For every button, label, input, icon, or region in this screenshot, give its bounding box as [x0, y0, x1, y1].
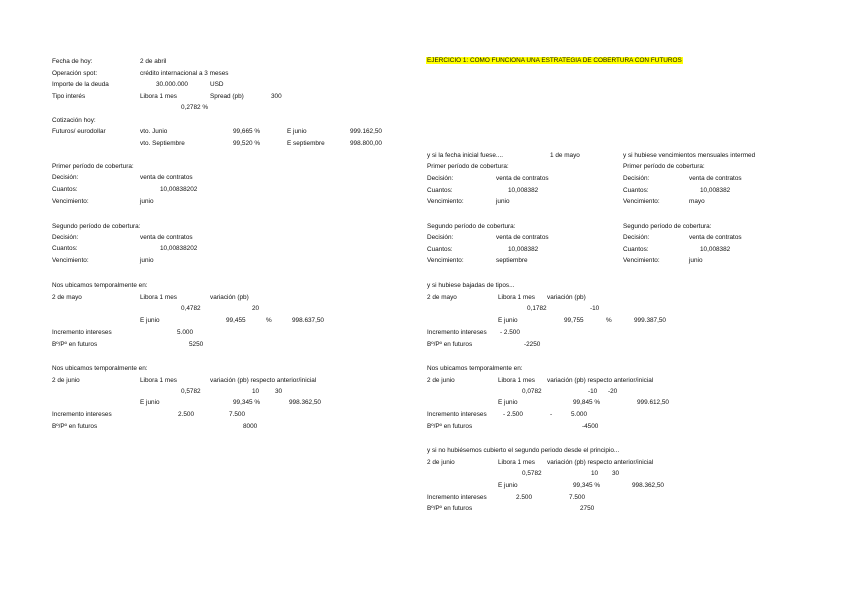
- fecha-label: Fecha de hoy:: [52, 58, 93, 65]
- a-cuantos-label: Cuantos:: [427, 187, 453, 194]
- c-venc-value: septiembre: [496, 257, 528, 264]
- a-intro-value: 1 de mayo: [550, 152, 580, 159]
- p1-title: Primer período de cobertura:: [52, 163, 134, 170]
- d-cuantos-label: Cuantos:: [623, 246, 649, 253]
- futuros-label: Futuros/ eurodollar: [52, 128, 106, 135]
- a-venc-value: junio: [496, 198, 510, 205]
- g-ejunio-value: 998.362,50: [632, 482, 664, 489]
- e-incr-value: - 2.500: [500, 329, 520, 336]
- b-decision-label: Decisión:: [623, 175, 650, 182]
- e-sept-value: 998.800,00: [350, 140, 382, 147]
- p2-cuantos-value: 10,00838202: [160, 245, 198, 252]
- s2-incr-label: Incremento intereses: [52, 411, 112, 418]
- b-venc-label: Vencimiento:: [623, 198, 660, 205]
- p1-decision-value: venta de contratos: [140, 174, 193, 181]
- e-incr-label: Incremento intereses: [427, 329, 487, 336]
- s1-ejunio-value: 998.637,50: [292, 317, 324, 324]
- s2-incr-2: 7.500: [229, 411, 245, 418]
- vto-sept-label: vto. Septiembre: [140, 140, 185, 147]
- s2-var1: 10: [252, 388, 260, 395]
- s2-ejunio-value: 998.362,50: [289, 399, 321, 406]
- f-incr-1: - 2.500: [503, 411, 523, 418]
- e-ejunio-value: 999.387,50: [634, 317, 666, 324]
- p2-venc-value: junio: [140, 257, 154, 264]
- s2-bp-label: Bº/Pº en futuros: [52, 423, 98, 430]
- d-cuantos-value: 10,008382: [700, 246, 731, 253]
- p1-venc-label: Vencimiento:: [52, 198, 89, 205]
- a-venc-label: Vencimiento:: [427, 198, 464, 205]
- f-libor-value: 0,0782: [522, 388, 542, 395]
- a-decision-label: Decisión:: [427, 175, 454, 182]
- b-cuantos-value: 10,008382: [700, 187, 731, 194]
- b-decision-value: venta de contratos: [689, 175, 742, 182]
- s2-libor-value: 0,5782: [181, 388, 201, 395]
- operacion-label: Operación spot:: [52, 70, 98, 77]
- c-cuantos-value: 10,008382: [508, 246, 539, 253]
- a-intro: y si la fecha inicial fuese....: [427, 152, 504, 159]
- f-title: Nos ubicamos temporalmente en:: [427, 365, 523, 372]
- e-title: y si hubiese bajadas de tipos...: [427, 282, 515, 289]
- f-ejunio-value: 999.612,50: [637, 399, 669, 406]
- fecha-value: 2 de abril: [140, 58, 167, 65]
- s1-incr-label: Incremento intereses: [52, 329, 112, 336]
- g-bp-value: 2750: [580, 505, 595, 512]
- s1-bp-value: 5250: [189, 341, 204, 348]
- s1-date: 2 de mayo: [52, 294, 82, 301]
- d-decision-value: venta de contratos: [689, 234, 742, 241]
- a-decision-value: venta de contratos: [496, 175, 549, 182]
- p2-cuantos-label: Cuantos:: [52, 245, 78, 252]
- cotizacion-label: Cotización hoy:: [52, 117, 96, 124]
- spread-label: Spread (pb): [210, 93, 244, 100]
- libor-value: 0,2782 %: [181, 104, 209, 111]
- s1-incr-value: 5.000: [177, 329, 193, 336]
- e-date: 2 de mayo: [427, 294, 457, 301]
- e-libor-label: Libora 1 mes: [498, 294, 535, 301]
- importe-currency: USD: [210, 81, 224, 88]
- vto-sept-pct: 99,520 %: [233, 140, 261, 147]
- s2-ejunio-label: E junio: [140, 399, 160, 406]
- a-cuantos-value: 10,008382: [508, 187, 539, 194]
- exercise-title: EJERCICIO 1: COMO FUNCIONA UNA ESTRATEGIA DE COBERTURA CON FUTUROS: [427, 57, 682, 64]
- s2-title: Nos ubicamos temporalmente en:: [52, 365, 148, 372]
- e-bp-label: Bº/Pº en futuros: [427, 341, 473, 348]
- vto-junio-pct: 99,665 %: [233, 128, 261, 135]
- g-date: 2 de junio: [427, 459, 455, 466]
- g-libor-label: Libora 1 mes: [498, 459, 535, 466]
- s1-ejunio-label: E junio: [140, 317, 160, 324]
- f-incr-label: Incremento intereses: [427, 411, 487, 418]
- s2-date: 2 de junio: [52, 377, 80, 384]
- s2-incr-1: 2.500: [178, 411, 194, 418]
- s1-pct-sign: %: [266, 317, 272, 324]
- e-sept-label: E septiembre: [287, 140, 325, 147]
- e-junio-value: 999.162,50: [350, 128, 382, 135]
- c-title: Segundo período de cobertura:: [427, 223, 516, 230]
- e-var-label: variación (pb): [547, 294, 586, 301]
- p2-title: Segundo período de cobertura:: [52, 223, 141, 230]
- e-ejunio-label: E junio: [498, 317, 518, 324]
- b-cuantos-label: Cuantos:: [623, 187, 649, 194]
- e-libor-value: 0,1782: [527, 305, 547, 312]
- f-var2: -20: [608, 388, 618, 395]
- g-var-label: variación (pb) respecto anterior/inicial: [547, 459, 654, 466]
- e-pct: 99,755: [564, 317, 584, 324]
- b-intro: y si hubiese vencimientos mensuales intermed: [623, 152, 756, 159]
- spread-value: 300: [271, 93, 282, 100]
- b-venc-value: mayo: [689, 198, 705, 205]
- libor-label: Libora 1 mes: [140, 93, 177, 100]
- s1-bp-label: Bº/Pº en futuros: [52, 341, 98, 348]
- s1-var-label: variación (pb): [210, 294, 249, 301]
- p2-decision-value: venta de contratos: [140, 234, 193, 241]
- b-title: Primer período de cobertura:: [623, 163, 705, 170]
- s1-libor-label: Libora 1 mes: [140, 294, 177, 301]
- g-ejunio-label: E junio: [498, 482, 518, 489]
- p1-cuantos-value: 10,00838202: [160, 186, 198, 193]
- g-var1: 10: [591, 470, 599, 477]
- s1-libor-value: 0,4782: [181, 305, 201, 312]
- f-date: 2 de junio: [427, 377, 455, 384]
- d-venc-label: Vencimiento:: [623, 257, 660, 264]
- f-var-label: variación (pb) respecto anterior/inicial: [547, 377, 654, 384]
- s2-libor-label: Libora 1 mes: [140, 377, 177, 384]
- f-pct: 99,845 %: [573, 399, 601, 406]
- d-title: Segundo período de cobertura:: [623, 223, 712, 230]
- p2-venc-label: Vencimiento:: [52, 257, 89, 264]
- e-bp-value: -2250: [524, 341, 541, 348]
- c-decision-value: venta de contratos: [496, 234, 549, 241]
- d-venc-value: junio: [689, 257, 703, 264]
- c-venc-label: Vencimiento:: [427, 257, 464, 264]
- s2-bp-value: 8000: [243, 423, 258, 430]
- operacion-value: crédito internacional a 3 meses: [140, 70, 229, 77]
- importe-value: 30.000.000: [156, 81, 188, 88]
- f-libor-label: Libora 1 mes: [498, 377, 535, 384]
- e-pct-sign: %: [606, 317, 612, 324]
- s1-var-value: 20: [252, 305, 260, 312]
- s2-pct: 99,345 %: [233, 399, 261, 406]
- g-incr-2: 7.500: [569, 494, 585, 501]
- g-bp-label: Bº/Pº en futuros: [427, 505, 473, 512]
- d-decision-label: Decisión:: [623, 234, 650, 241]
- s2-var2: 30: [275, 388, 283, 395]
- c-cuantos-label: Cuantos:: [427, 246, 453, 253]
- importe-label: Importe de la deuda: [52, 81, 109, 88]
- a-title: Primer período de cobertura:: [427, 163, 509, 170]
- g-title: y si no hubiésemos cubierto el segundo periodo desde el principio...: [427, 447, 620, 454]
- e-var-value: -10: [590, 305, 600, 312]
- s1-title: Nos ubicamos temporalmente en:: [52, 282, 148, 289]
- tipo-label: Tipo interés: [52, 93, 86, 100]
- f-incr-sep: -: [550, 411, 553, 418]
- f-var1: -10: [588, 388, 598, 395]
- p2-decision-label: Decisión:: [52, 234, 79, 241]
- g-var2: 30: [612, 470, 620, 477]
- s2-var-label: variación (pb) respecto anterior/inicial: [210, 377, 317, 384]
- g-pct: 99,345 %: [573, 482, 601, 489]
- g-incr-label: Incremento intereses: [427, 494, 487, 501]
- g-incr-1: 2.500: [516, 494, 532, 501]
- e-junio-label: E junio: [287, 128, 307, 135]
- vto-junio-label: vto. Junio: [140, 128, 168, 135]
- f-bp-label: Bº/Pº en futuros: [427, 423, 473, 430]
- p1-cuantos-label: Cuantos:: [52, 186, 78, 193]
- s1-pct: 99,455: [226, 317, 246, 324]
- g-libor-value: 0,5782: [522, 470, 542, 477]
- p1-decision-label: Decisión:: [52, 174, 79, 181]
- f-ejunio-label: E junio: [498, 399, 518, 406]
- f-incr-2: 5.000: [571, 411, 587, 418]
- f-bp-value: -4500: [582, 423, 599, 430]
- c-decision-label: Decisión:: [427, 234, 454, 241]
- p1-venc-value: junio: [140, 198, 154, 205]
